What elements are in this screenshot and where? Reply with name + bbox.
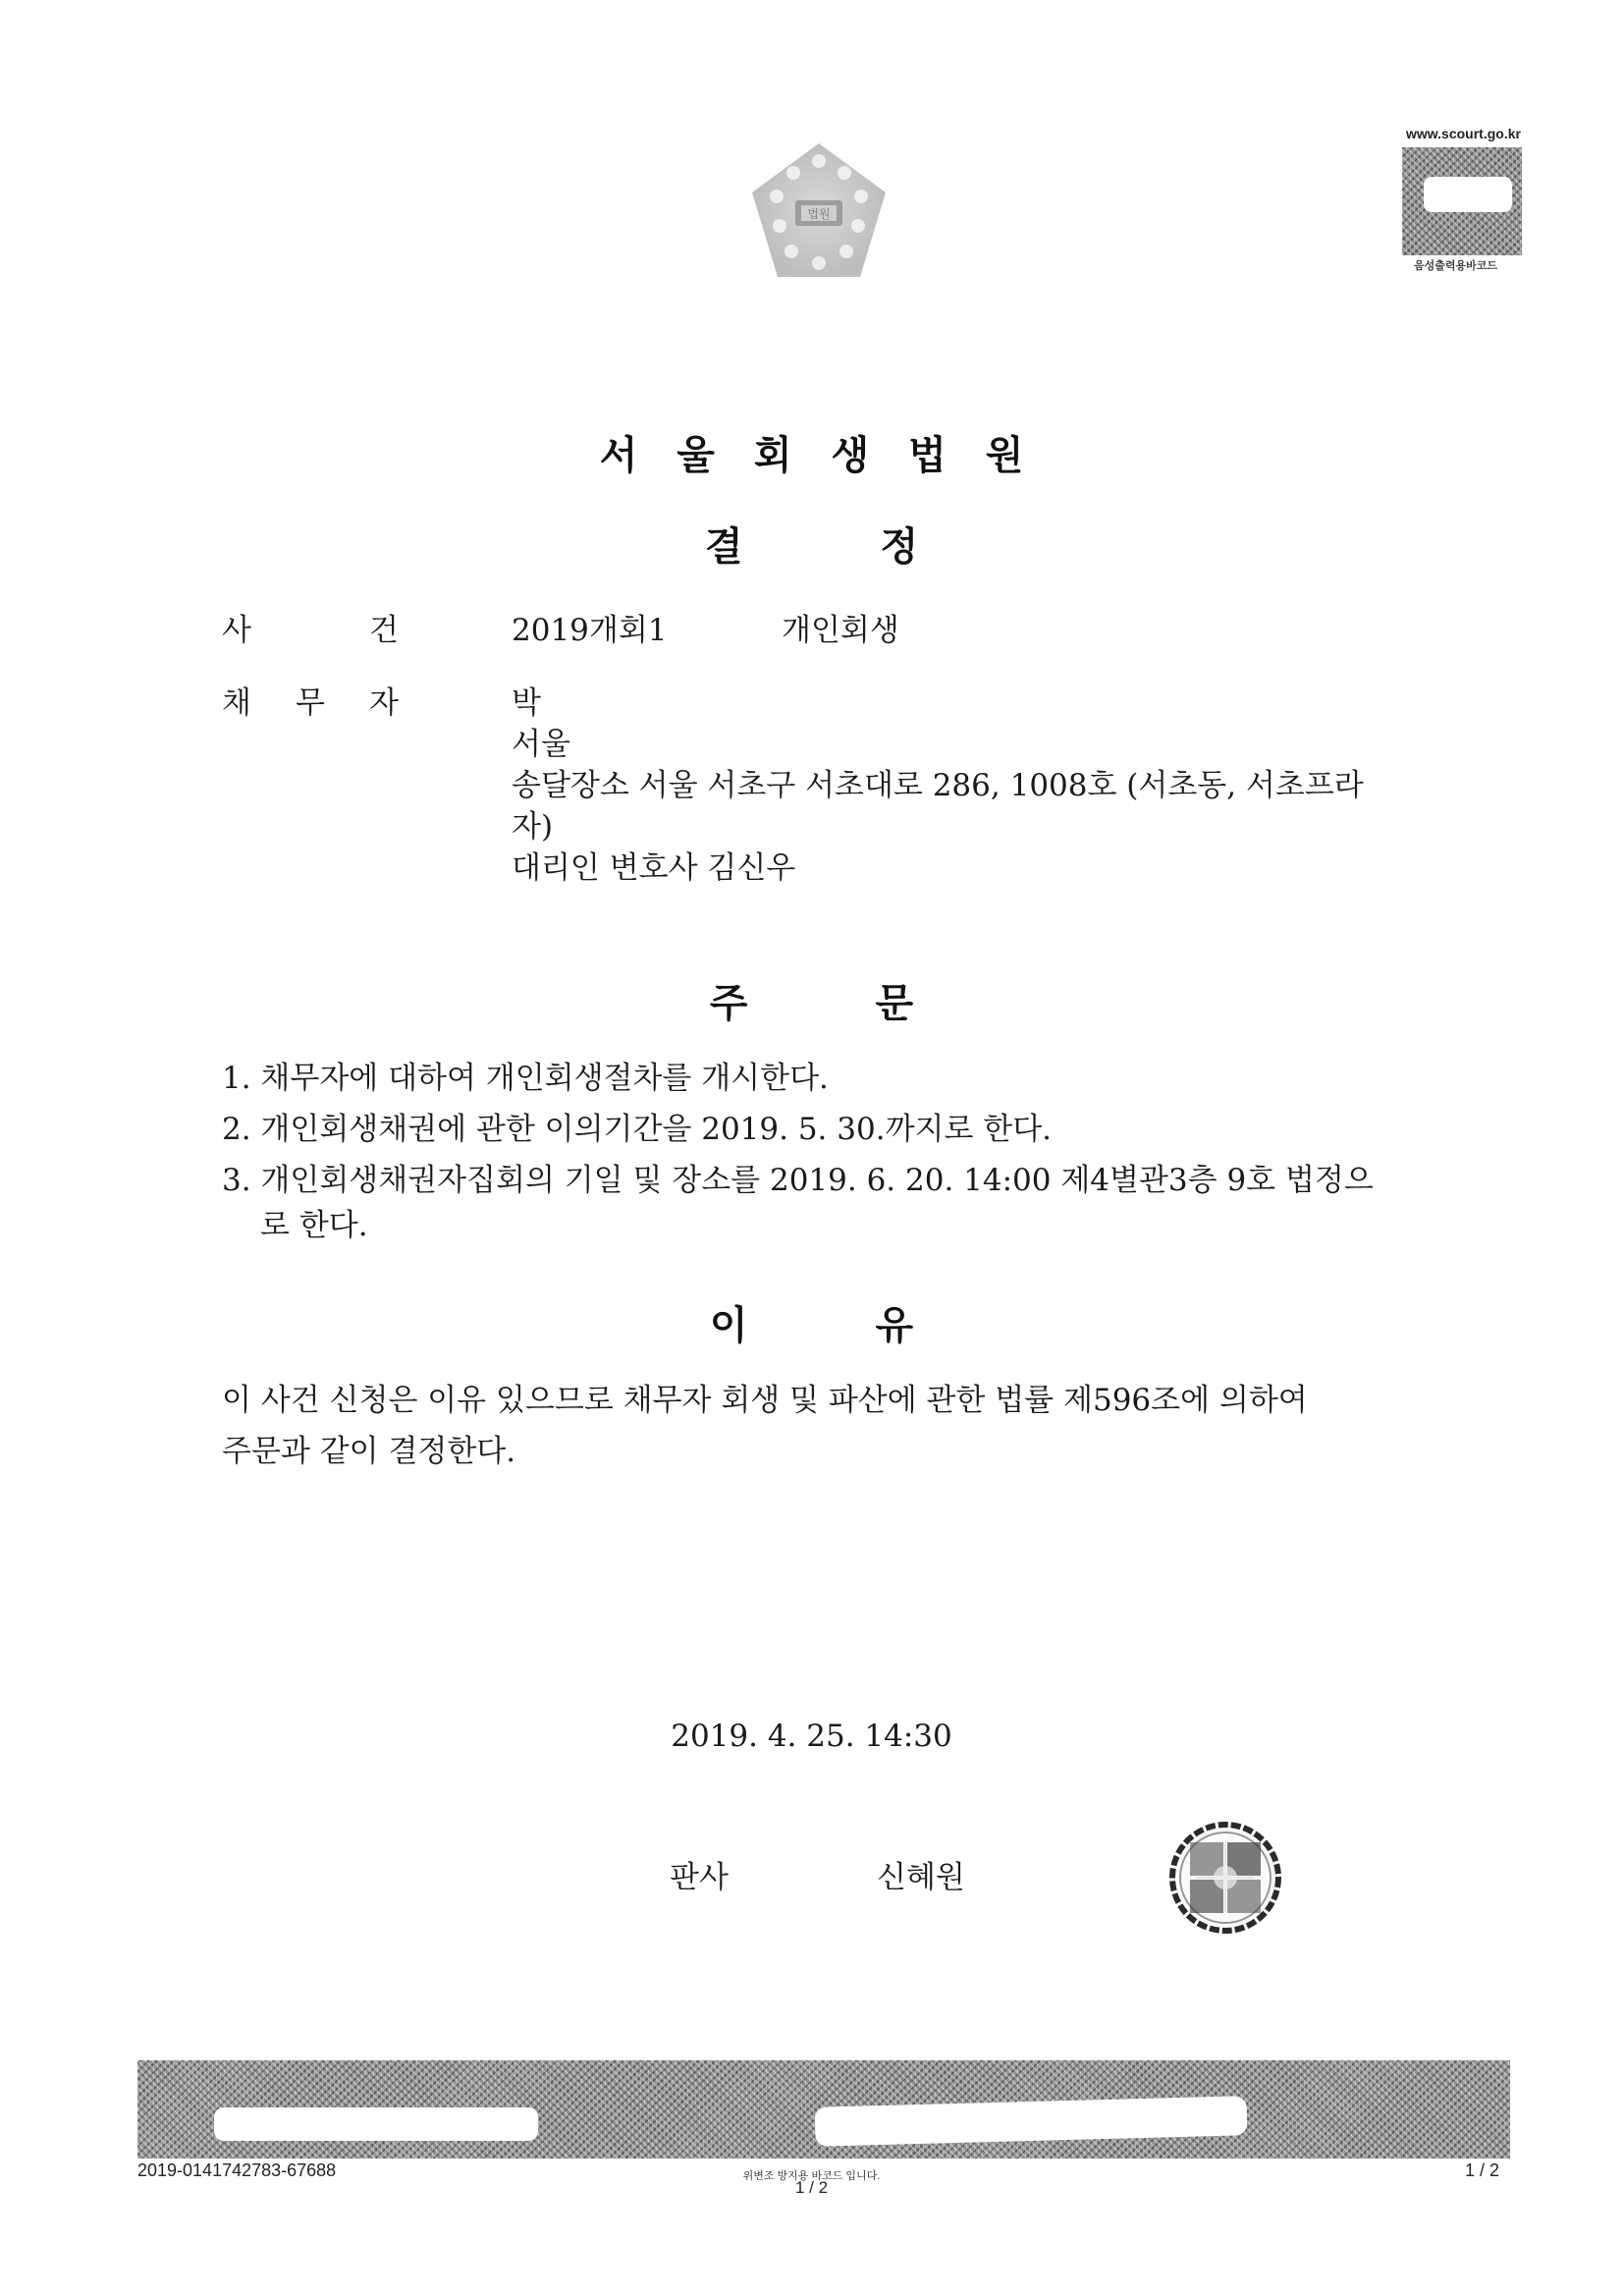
debtor-name: 박: [512, 685, 541, 721]
redaction-mask: [214, 2107, 538, 2141]
document-number: 2019-0141742783-67688: [137, 2160, 337, 2180]
reason-text: 주문과 같이 결정한다.: [222, 1434, 516, 1469]
case-label: [222, 611, 399, 650]
decision-date: 2019. 4. 25. 14:30: [671, 1719, 952, 1754]
debtor-label-char: 채: [222, 685, 251, 721]
reason-text: 이 사건 신청은 이유 있으므로 채무자 회생 및 파산에 관한 법률 제596조에 의하여: [222, 1383, 1308, 1418]
debtor-label: [222, 683, 399, 723]
case-label-char: 사: [222, 613, 251, 648]
reason-heading: 이유: [709, 1303, 1042, 1348]
delivery-address: 송달장소 서울 서초구 서초대로 286, 1008호 (서초동, 서초프라: [512, 768, 1364, 803]
case-label-char: 건: [369, 613, 399, 648]
redaction-mask: [1424, 177, 1512, 212]
attorney-agent: 대리인 변호사 김신우: [512, 850, 796, 886]
debtor-label-char: 자: [369, 685, 399, 721]
judge-title: 판사: [670, 1860, 729, 1895]
document-title: 결정: [704, 524, 1056, 570]
order-item: 3. 개인회생채권자집회의 기일 및 장소를 2019. 6. 20. 14:00 제4별관3층 9호 법정으: [222, 1163, 1374, 1198]
barcode-note: 위변조 방지용 바코드 입니다.: [742, 2170, 881, 2182]
case-number: 2019개회1: [512, 613, 668, 648]
order-item-continued: 로 한다.: [260, 1208, 368, 1243]
court-name: 서울회생법원: [599, 433, 1063, 478]
debtor-address: 서울: [512, 727, 570, 762]
order-item: 2. 개인회생채권에 관한 이의기간을 2019. 5. 30.까지로 한다.: [222, 1112, 1053, 1147]
delivery-address-continued: 자): [512, 809, 554, 845]
order-item: 1. 채무자에 대하여 개인회생절차를 개시한다.: [222, 1061, 829, 1096]
website-url: www.scourt.go.kr: [1406, 126, 1521, 141]
judge-name: 신혜원: [877, 1860, 965, 1895]
case-type: 개인회생: [782, 613, 899, 648]
judge-seal-icon: [1166, 1819, 1284, 1937]
svg-text:법원: 법원: [807, 207, 831, 221]
order-heading: 주문: [709, 981, 1042, 1026]
debtor-label-char: 무: [296, 685, 325, 721]
barcode-caption: 음성출력용바코드: [1414, 260, 1498, 272]
court-emblem-icon: [748, 139, 891, 285]
page-number: 1 / 2: [1465, 2160, 1500, 2180]
page-number: 1 / 2: [794, 2178, 829, 2197]
